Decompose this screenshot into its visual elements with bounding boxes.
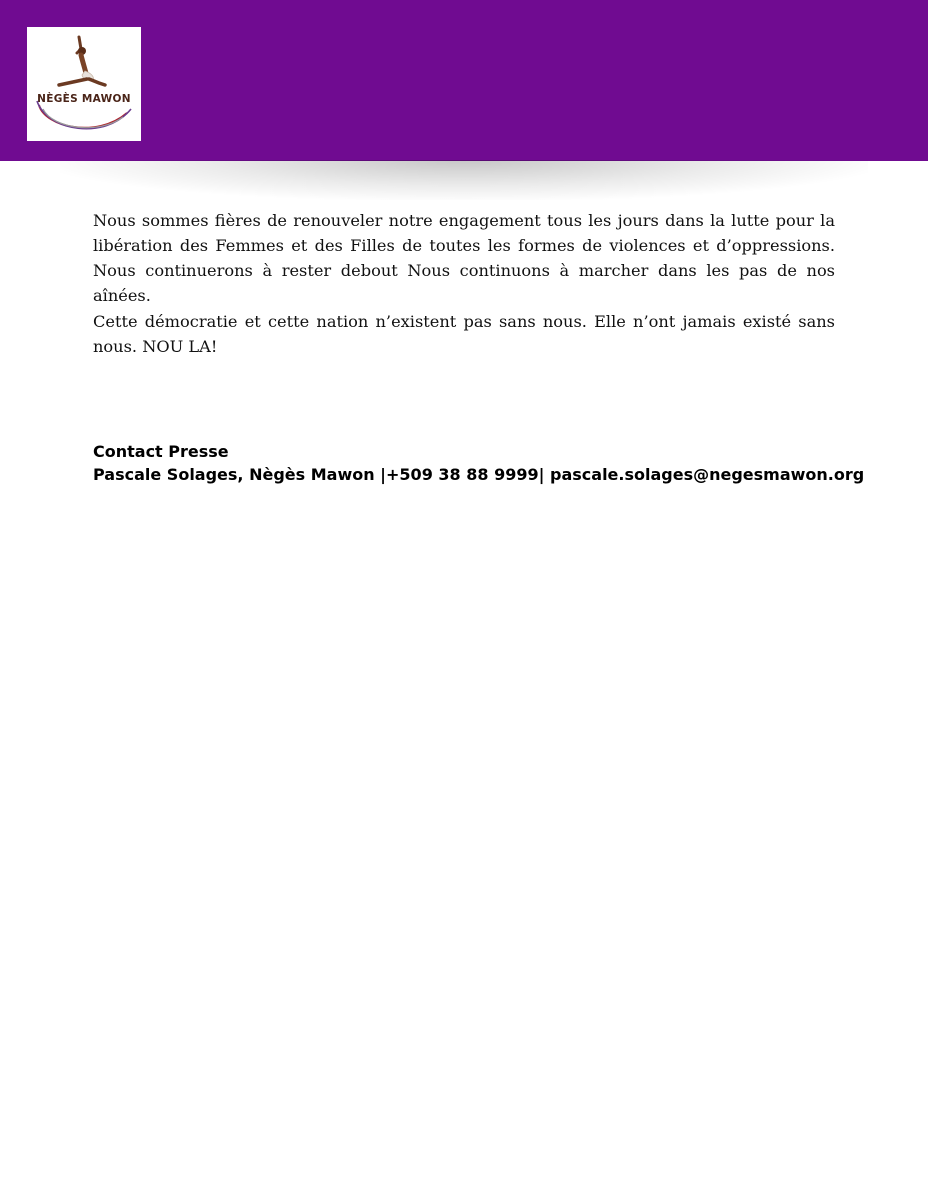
organization-logo — [27, 27, 141, 141]
paragraph-1: Nous sommes fières de renouveler notre engagement tous les jours dans la lutte pour la libération des Femmes et des Filles de toutes les formes de violences et d’oppressions. Nous continuerons à rester debout Nous continuons à marcher dans les pas de nos aînées. — [93, 211, 835, 305]
dancing-woman-logo-icon — [27, 27, 141, 141]
logo-text: NÈGÈS MAWON — [37, 93, 131, 105]
header-shadow — [60, 160, 868, 200]
paragraph-2: Cette démocratie et cette nation n’existent pas sans nous. Elle n’ont jamais existé sans nous. NOU LA! — [93, 312, 835, 356]
contact-details: Pascale Solages, Nègès Mawon |+509 38 88 9999| pascale.solages@negesmawon.org — [93, 465, 865, 484]
press-contact — [93, 440, 893, 486]
contact-heading: Contact Presse — [93, 442, 229, 461]
